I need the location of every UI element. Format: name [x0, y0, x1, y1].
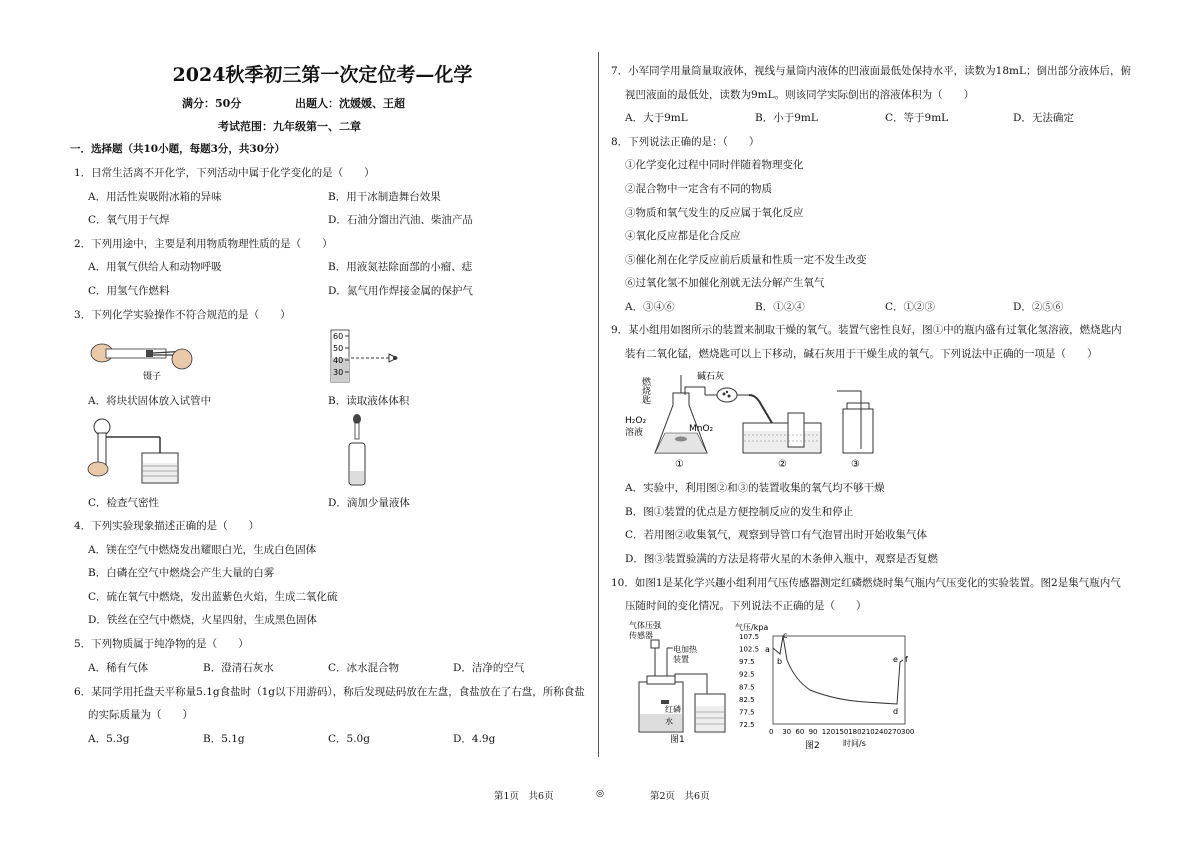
tweezer-label: 镊子: [143, 372, 162, 382]
svg-text:③: ③: [851, 459, 860, 470]
q2-option-a: A．用氧气供给人和动物呼吸: [88, 261, 222, 273]
svg-text:30: 30: [333, 368, 344, 377]
svg-text:40: 40: [333, 356, 344, 365]
section-heading: 一．选择题（共10小题，每题3分，共30分）: [70, 143, 286, 155]
tweezers-tube-figure: [88, 335, 198, 383]
q1-stem: 1．日常生活离不开化学，下列活动中属于化学变化的是（ ）: [74, 167, 375, 179]
page-number-right: 第2页 共6页: [650, 791, 710, 802]
y-tick-label: 92.5: [739, 670, 755, 679]
q4-option-d: D．铁丝在空气中燃烧，火星四射，生成黑色固体: [88, 614, 317, 626]
q10-stem-line2: 压随时间的变化情况。下列说法不正确的是（ ）: [625, 600, 867, 612]
svg-text:水: 水: [665, 717, 673, 726]
q3-stem: 3．下列化学实验操作不符合规范的是（ ）: [74, 309, 291, 321]
svg-text:①: ①: [675, 459, 684, 470]
q8-statement: ③物质和氧气发生的反应属于氧化反应: [625, 207, 804, 219]
q7-option-c: C．等于9mL: [885, 112, 949, 124]
q8-statement: ⑥过氧化氢不加催化剂就无法分解产生氧气: [625, 277, 825, 289]
x-tick-label: 0: [769, 728, 774, 736]
q1-option-d: D．石油分馏出汽油、柴油产品: [328, 214, 473, 226]
q8-stem: 8．下列说法正确的是：（ ）: [611, 136, 760, 148]
x-tick-label: 60: [795, 728, 805, 736]
y-tick-label: 97.5: [739, 658, 755, 667]
q2-option-d: D．氮气用作焊接金属的保护气: [328, 285, 473, 297]
svg-text:传感器: 传感器: [629, 631, 653, 640]
svg-text:b: b: [777, 657, 783, 666]
svg-text:e: e: [893, 655, 898, 664]
exam-scope: 考试范围：九年级第一、二章: [218, 120, 361, 133]
svg-text:溶液: 溶液: [625, 428, 644, 438]
x-tick-label: 180: [848, 728, 862, 736]
q3-option-b: B．读取液体体积: [328, 395, 410, 407]
q8-option-d: D．②⑤⑥: [1013, 301, 1064, 313]
oxygen-apparatus-figure: [623, 365, 893, 473]
q2-option-b: B．用液氮祛除面部的小瘤、痣: [328, 261, 473, 273]
pressure-time-chart: [735, 620, 915, 752]
svg-text:燃烧匙: 燃烧匙: [640, 377, 650, 404]
svg-text:图2: 图2: [805, 741, 820, 751]
q4-option-c: C．硫在氧气中燃烧，发出蓝紫色火焰，生成二氧化硫: [88, 591, 338, 603]
q2-stem: 2．下列用途中，主要是利用物质物理性质的是（ ）: [74, 238, 333, 250]
q9-option-c: C．若用图②收集氧气，观察到导管口有气泡冒出时开始收集气体: [625, 529, 928, 541]
q1-option-b: B．用干冰制造舞台效果: [328, 191, 441, 203]
svg-text:H₂O₂: H₂O₂: [625, 416, 647, 426]
q5-option-d: D．洁净的空气: [453, 662, 525, 674]
q9-option-d: D．图③装置验满的方法是将带火星的木条伸入瓶中，观察是否复燃: [625, 553, 938, 565]
y-tick-label: 82.5: [739, 695, 755, 704]
x-tick-label: 240: [874, 728, 888, 736]
q6-option-b: B．5.1g: [203, 733, 245, 745]
q7-option-a: A．大于9mL: [625, 112, 688, 124]
svg-text:②: ②: [778, 459, 787, 470]
q4-option-b: B．白磷在空气中燃烧会产生大量的白雾: [88, 567, 275, 579]
x-tick-label: 270: [887, 728, 902, 736]
q6-option-c: C．5.0g: [328, 733, 370, 745]
q4-option-a: A．镁在空气中燃烧发出耀眼白光，生成白色固体: [88, 544, 317, 556]
q8-statement: ④氧化反应都是化合反应: [625, 230, 741, 242]
svg-text:a: a: [765, 645, 770, 654]
q1-option-c: C．氧气用于气焊: [88, 214, 170, 226]
dropper-figure: [343, 413, 373, 488]
svg-text:50: 50: [333, 344, 344, 353]
q2-option-c: C．用氢气作燃料: [88, 285, 170, 297]
q5-option-b: B．澄清石灰水: [203, 662, 274, 674]
cylinder-reading-figure: [325, 328, 415, 384]
q8-option-b: B．①②④: [755, 301, 805, 313]
svg-text:电加热: 电加热: [673, 645, 697, 654]
svg-text:时间/s: 时间/s: [843, 739, 866, 748]
q9-stem-line1: 9．某小组用如图所示的装置来制取干燥的氧气。装置气密性良好，图①中的瓶内盛有过氧化氢溶液，燃烧匙内: [611, 324, 1122, 336]
y-tick-label: 107.5: [739, 633, 760, 641]
q5-option-a: A．稀有气体: [88, 662, 149, 674]
q3-option-a: A．将块状固体放入试管中: [88, 395, 212, 407]
x-tick-label: 300: [901, 728, 915, 736]
svg-text:装置: 装置: [673, 655, 689, 664]
q6-option-a: A．5.3g: [88, 733, 130, 745]
q5-option-c: C．冰水混合物: [328, 662, 400, 674]
y-tick-label: 77.5: [739, 708, 755, 717]
q9-option-b: B．图①装置的优点是方便控制反应的发生和停止: [625, 506, 854, 518]
x-tick-label: 120: [821, 728, 836, 736]
y-tick-label: 72.5: [739, 721, 755, 729]
svg-text:气压/kpa: 气压/kpa: [735, 623, 769, 632]
q7-option-d: D．无法确定: [1013, 112, 1074, 124]
y-tick-label: 102.5: [739, 645, 760, 654]
q8-statement: ①化学变化过程中同时伴随着物理变化: [625, 159, 804, 171]
q1-option-a: A．用活性炭吸附冰箱的异味: [88, 191, 222, 203]
full-score: 满分：50分: [182, 97, 242, 110]
q6-stem-line1: 6．某同学用托盘天平称量5.1g食盐时（1g以下用游码），称后发现砝码放在左盘，食盐放在了右盘，所称食盐: [74, 686, 585, 698]
airtightness-figure: [80, 413, 200, 488]
column-divider: [598, 52, 599, 757]
q6-stem-line2: 的实际质量为（ ）: [88, 709, 193, 721]
svg-text:c: c: [783, 631, 788, 640]
q8-statement: ⑤催化剂在化学反应前后质量和性质一定不发生改变: [625, 254, 867, 266]
q4-stem: 4．下列实验现象描述正确的是（ ）: [74, 520, 260, 532]
q3-option-d: D．滴加少量液体: [328, 497, 410, 509]
x-tick-label: 90: [808, 728, 818, 736]
page-title: 2024秋季初三第一次定位考—化学: [172, 64, 473, 86]
y-tick-label: 87.5: [739, 683, 755, 692]
q7-stem-line1: 7．小军同学用量筒量取液体，视线与量筒内液体的凹液面最低处保持水平，读数为18mL；倒出部分液体后，俯: [611, 65, 1131, 77]
center-symbol: ◎: [596, 788, 605, 799]
svg-text:红磷: 红磷: [665, 705, 681, 714]
svg-text:60: 60: [333, 332, 344, 341]
q9-option-a: A．实验中，利用图②和③的装置收集的氧气均不够干燥: [625, 482, 885, 494]
q8-statement: ②混合物中一定含有不同的物质: [625, 183, 772, 195]
page-number-left: 第1页 共6页: [494, 791, 554, 802]
svg-text:MnO₂: MnO₂: [689, 424, 714, 434]
x-tick-label: 210: [861, 728, 875, 736]
q9-stem-line2: 装有二氧化锰，燃烧匙可以上下移动，碱石灰用于干燥生成的氧气。下列说法中正确的一项是（ ）: [625, 348, 1098, 360]
svg-text:气体压强: 气体压强: [629, 621, 661, 630]
q7-stem-line2: 视凹液面的最低处，读数为9mL。则该同学实际倒出的溶液体积为（ ）: [625, 89, 975, 101]
q7-option-b: B．小于9mL: [755, 112, 818, 124]
q6-option-d: D．4.9g: [453, 733, 496, 745]
q10-stem-line1: 10．如图1是某化学兴趣小组利用气压传感器测定红磷燃烧时集气瓶内气压变化的实验装置。图2是集气瓶内气: [611, 577, 1121, 589]
x-tick-label: 150: [835, 728, 849, 736]
svg-text:d: d: [893, 707, 899, 716]
q8-option-a: A．③④⑥: [625, 301, 675, 313]
q8-option-c: C．①②③: [885, 301, 936, 313]
q5-stem: 5．下列物质属于纯净物的是（ ）: [74, 638, 249, 650]
svg-text:碱石灰: 碱石灰: [697, 372, 725, 382]
svg-text:图1: 图1: [670, 735, 685, 745]
author: 出题人：沈媛媛、王超: [295, 97, 405, 110]
x-tick-label: 30: [782, 728, 792, 736]
pressure-sensor-apparatus: [625, 618, 735, 746]
svg-text:f: f: [905, 655, 908, 664]
q3-option-c: C．检查气密性: [88, 497, 160, 509]
